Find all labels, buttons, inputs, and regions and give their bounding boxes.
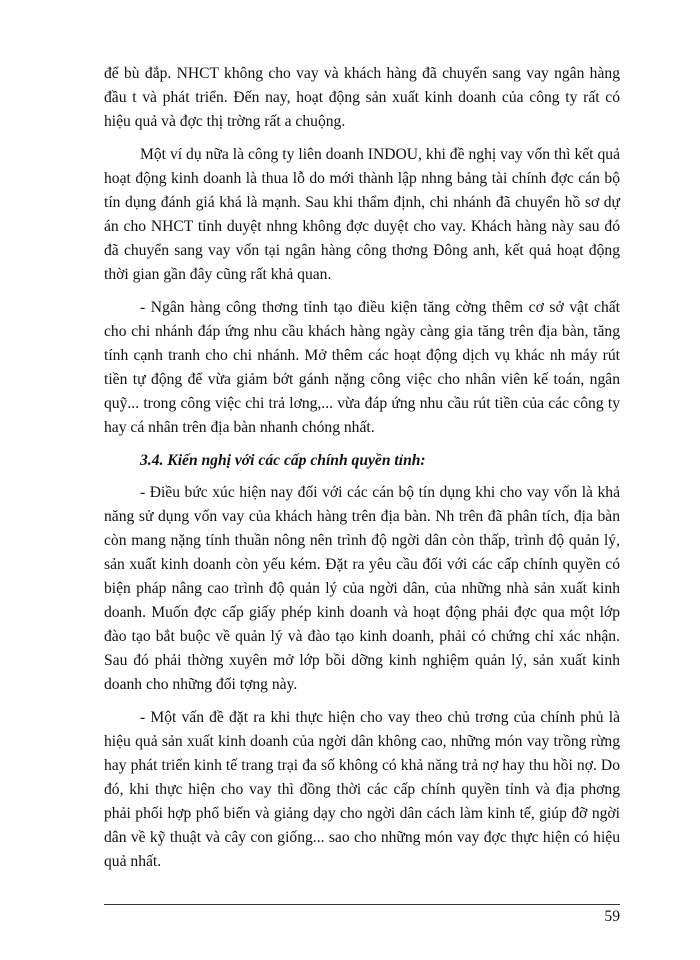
paragraph-management-capacity: - Điều bức xúc hiện nay đối với các cán bộ tín dụng khi cho vay vốn là khả năng sử dụng vốn vay của khách hàng trên địa bàn. Nh trên đã phân tích, địa bàn còn mang nặng tính thuần nông nên trình độ ngời dân còn thấp, trình độ quản lý, sản xuất kinh doanh còn yếu kém. Đặt ra yêu cầu đối với các cấp chính quyền có biện pháp nâng cao trình độ quản lý của ngời dân, của những nhà sản xuất kinh doanh. Muốn đợc cấp giấy phép kinh doanh và hoạt động phải đợc qua một lớp đào tạo bắt buộc về quản lý và đào tạo kinh doanh, phải có chứng chỉ xác nhận. Sau đó phải thờng xuyên mở lớp bồi dỡng kinh nghiệm quản lý, sản xuất kinh doanh cho những đối tợng này.: [104, 484, 620, 693]
body-text: [104, 62, 620, 883]
paragraph-bank-recommendation: - Ngân hàng công thơng tỉnh tạo điều kiện tăng cờng thêm cơ sở vật chất cho chi nhánh đáp ứng nhu cầu khách hàng ngày càng gia tăng trên địa bàn, tăng tính cạnh tranh cho chi nhánh. Mở thêm các hoạt động dịch vụ khác nh máy rút tiền tự động để vừa giảm bớt gánh nặng công việc cho nhân viên kế toán, ngân quỹ... trong công việc chi trả lơng,... vừa đáp ứng nhu cầu rút tiền của các công ty hay cá nhân trên địa bàn nhanh chóng nhất.: [104, 299, 620, 436]
paragraph-continuation: để bù đắp. NHCT không cho vay và khách hàng đã chuyển sang vay ngân hàng đầu t và phát triển. Đến nay, hoạt động sản xuất kinh doanh của công ty rất có hiệu quả và đợc thị trờng rất a chuộng.: [104, 65, 620, 130]
paragraph-indou-example: Một ví dụ nữa là công ty liên doanh INDOU, khi đề nghị vay vốn thì kết quả hoạt động kinh doanh là thua lỗ do mới thành lập nhng bảng tài chính đợc cán bộ tín dụng đánh giá khá là mạnh. Sau khi thẩm định, chi nhánh đã chuyển hồ sơ dự án cho NHCT tỉnh duyệt nhng không đợc duyệt cho vay. Khách hàng này sau đó đã chuyển sang vay vốn tại ngân hàng công thơng Đông anh, kết quả hoạt động thời gian gần đây cũng rất khả quan.: [104, 146, 620, 283]
paragraph-loan-efficiency: - Một vấn đề đặt ra khi thực hiện cho vay theo chủ trơng của chính phủ là hiệu quả sản xuất kinh doanh của ngời dân không cao, những món vay trồng rừng hay phát triển kinh tế trang trại đa số không có khả năng trả nợ hay thu hồi nợ. Do đó, khi thực hiện cho vay thì đồng thời các cấp chính quyền tỉnh và địa phơng phải phối hợp phổ biến và giảng dạy cho ngời dân cách làm kinh tế, giúp đỡ ngời dân về kỹ thuật và cây con giống... sao cho những món vay đợc thực hiện có hiệu quả nhất.: [104, 709, 620, 870]
footer-divider: [104, 904, 620, 905]
section-heading: 3.4. Kiến nghị với các cấp chính quyền tỉnh:: [140, 452, 426, 469]
page-number: 59: [604, 908, 620, 925]
